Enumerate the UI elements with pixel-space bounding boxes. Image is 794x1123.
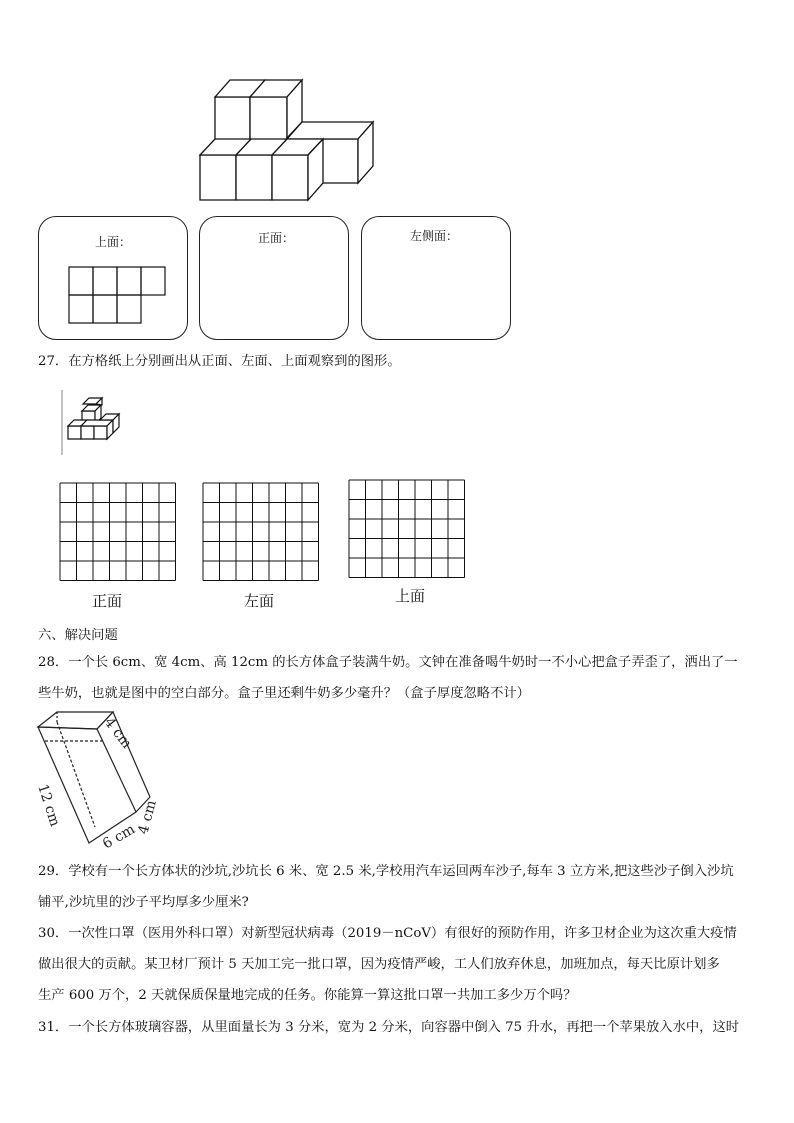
question-30 — [38, 918, 758, 1011]
question-31-line-1: 31．一个长方体玻璃容器，从里面量长为 3 分米，宽为 2 分米，向容器中倒入 75 升水，再把一个苹果放入水中，这时 — [38, 1020, 740, 1035]
question-30-line-2: 做出很大的贡献。某卫材厂预计 5 天加工完一批口罩，因为疫情严峻，工人们放弃休息，加班加点，每天比原计划多 — [38, 957, 720, 972]
section-6-heading: 六、解决问题 — [38, 628, 118, 643]
top-view-label: 上面： — [95, 235, 132, 249]
question-31 — [38, 1012, 758, 1043]
left-view-label: 左侧面： — [410, 229, 459, 243]
front-view-label: 正面： — [258, 231, 295, 245]
grid-label-left: 左面 — [244, 592, 275, 610]
question-29-line-1: 29．学校有一个长方体状的沙坑,沙坑长 6 米、宽 2.5 米,学校用汽车运回两车沙子,每车 3 立方米,把这些沙子倒入沙坑 — [38, 864, 734, 879]
question-30-line-3: 生产 600 万个，2 天就保质保量地完成的任务。你能算一算这批口罩一共加工多少万个吗？ — [38, 988, 577, 1003]
question-27-text: 27．在方格纸上分别画出从正面、左面、上面观察到的图形。 — [38, 354, 401, 369]
question-28-line-1: 28．一个长 6cm、宽 4cm、高 12cm 的长方体盒子装满牛奶。文钟在准备喝牛奶时一不小心把盒子弄歪了，洒出了一 — [38, 655, 738, 670]
label-4cm-side: 4 cm — [135, 798, 160, 837]
question-30-line-1: 30．一次性口罩（医用外科口罩）对新型冠状病毒（2019－nCoV）有很好的预防作用，许多卫材企业为这次重大疫情 — [38, 926, 737, 941]
question-28-line-2: 些牛奶，也就是图中的空白部分。盒子里还剩牛奶多少毫升？（盒子厚度忽略不计） — [38, 686, 530, 701]
grid-label-front: 正面 — [92, 592, 123, 610]
label-6cm: 6 cm — [100, 821, 138, 853]
label-12cm: 12 cm — [34, 782, 63, 829]
question-29-line-2: 铺平,沙坑里的沙子平均厚多少厘米? — [38, 895, 249, 910]
question-29 — [38, 856, 758, 918]
label-4cm-top: 4 cm — [100, 714, 135, 752]
grid-label-top: 上面 — [395, 587, 426, 605]
